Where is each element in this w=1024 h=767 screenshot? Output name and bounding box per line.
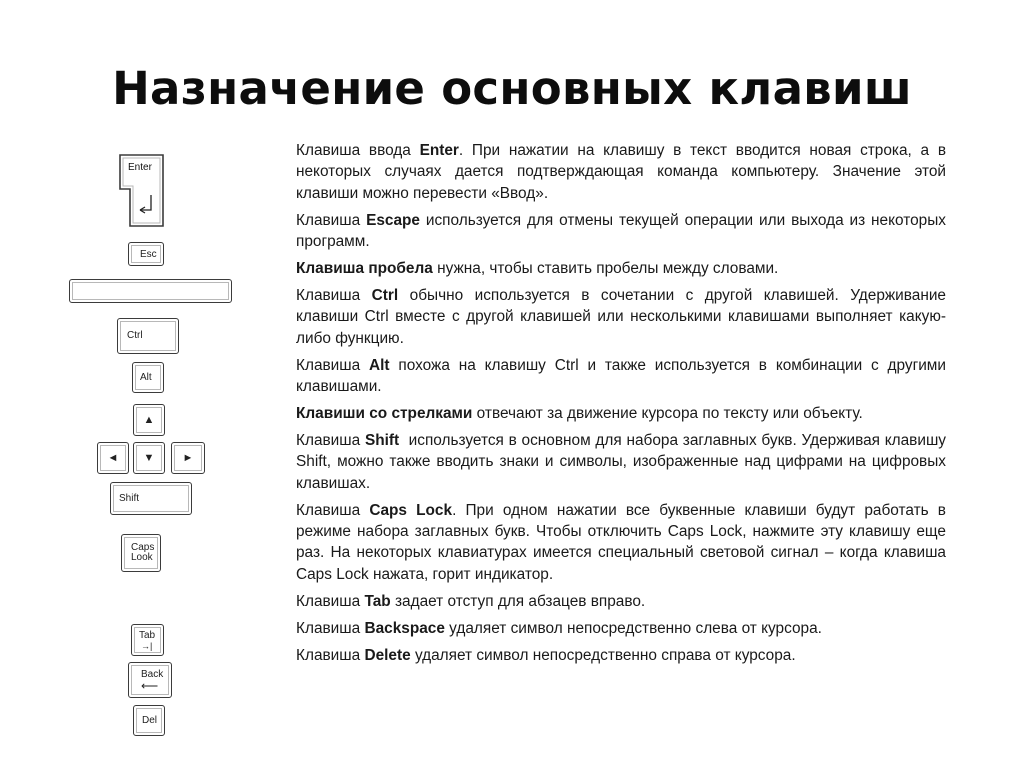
shift-key-label: Shift bbox=[119, 493, 140, 504]
key-name-bold: Backspace bbox=[364, 619, 445, 637]
backspace-key bbox=[128, 662, 172, 698]
paragraph-text: Клавиша bbox=[296, 501, 370, 519]
key-name-bold: Alt bbox=[369, 356, 390, 374]
paragraph-text: Клавиша bbox=[296, 356, 370, 374]
caps-key-label-line2: Look bbox=[131, 552, 153, 563]
arrow-left-icon: ◄ bbox=[107, 452, 119, 464]
key-name-bold: Shift bbox=[364, 431, 400, 449]
key-name-bold: Клавиша пробела bbox=[296, 260, 433, 278]
paragraph-caps-lock bbox=[296, 500, 946, 586]
key-name-bold: Escape bbox=[366, 211, 420, 229]
paragraph-text: отвечают за движение курсора по тексту или объекту. bbox=[472, 404, 863, 422]
arrow-up-icon: ▲ bbox=[143, 414, 155, 426]
paragraph-delete bbox=[296, 645, 946, 666]
paragraph-backspace bbox=[296, 618, 946, 639]
arrow-down-key bbox=[133, 442, 165, 474]
tab-key bbox=[131, 624, 164, 656]
ctrl-key bbox=[117, 318, 179, 354]
paragraph-escape bbox=[296, 210, 946, 253]
alt-key bbox=[132, 362, 164, 393]
enter-key-label: Enter bbox=[128, 162, 152, 173]
paragraph-arrows bbox=[296, 403, 946, 424]
back-key-label: Back bbox=[141, 669, 164, 680]
paragraph-tab bbox=[296, 591, 946, 612]
paragraph-text: Клавиша bbox=[296, 431, 365, 449]
paragraph-ctrl bbox=[296, 285, 946, 349]
shift-key bbox=[110, 482, 192, 515]
paragraph-text: удаляет символ непосредственно справа от курсора. bbox=[410, 646, 796, 664]
paragraph-enter bbox=[296, 140, 946, 204]
ctrl-key-label: Ctrl bbox=[127, 330, 143, 341]
del-key bbox=[133, 705, 165, 736]
tab-arrow-icon: →| bbox=[141, 641, 153, 651]
paragraph-text: Клавиша ввода bbox=[296, 142, 420, 159]
paragraph-text: нужна, чтобы ставить пробелы между словами. bbox=[432, 260, 779, 278]
arrow-right-icon: ► bbox=[182, 452, 194, 464]
paragraph-text: Клавиша bbox=[296, 286, 372, 304]
paragraph-text: . При одном нажатии все буквенные клавиши будут работать в режиме набора заглавных букв. Чтобы отключить Caps Lock, нажмите эту клавишу еще раз. На некоторых клавиатурах имеется специальный световой сигнал – когда клавиша Caps Lock нажата, горит индикатор. bbox=[296, 501, 946, 583]
keyboard-keys-illustration bbox=[0, 0, 270, 767]
arrow-up-key bbox=[133, 404, 165, 436]
paragraph-text: задает отступ для абзацев вправо. bbox=[390, 592, 646, 610]
arrow-left-key bbox=[97, 442, 129, 474]
paragraph-alt bbox=[296, 355, 946, 398]
paragraph-text: Клавиша bbox=[296, 211, 367, 229]
caps-lock-key bbox=[121, 534, 161, 572]
key-name-bold: Caps Lock bbox=[369, 501, 453, 519]
esc-key-label: Esc bbox=[140, 249, 157, 260]
key-name-bold: Tab bbox=[364, 592, 391, 610]
arrow-right-key bbox=[171, 442, 205, 474]
tab-key-label: Tab bbox=[139, 630, 156, 641]
paragraph-text: . При нажатии на клавишу в текст вводится новая строка, а в некоторых случаях дается подтверждающая команда компьютеру. Значение этой клавиши можно перевести «Ввод». bbox=[296, 142, 946, 202]
slide-title: Назначение основных клавиш bbox=[112, 62, 912, 115]
key-descriptions bbox=[296, 140, 951, 671]
paragraph-text: Клавиша bbox=[296, 646, 365, 664]
paragraph-text: используется в основном для набора заглавных букв. Удерживая клавишу Shift, можно также вводить знаки и символы, изображенные над цифрами на цифровых клавишах. bbox=[296, 431, 951, 492]
del-key-label: Del bbox=[142, 715, 158, 726]
key-name-bold: Клавиши со стрелками bbox=[296, 404, 473, 422]
alt-key-label: Alt bbox=[140, 372, 152, 383]
paragraph-text: удаляет символ непосредственно слева от курсора. bbox=[444, 619, 822, 637]
paragraph-text: Клавиша bbox=[296, 619, 365, 637]
arrow-down-icon: ▼ bbox=[143, 452, 155, 464]
paragraph-text: Клавиша bbox=[296, 592, 365, 610]
paragraph-text: используется для отмены текущей операции или выхода из некоторых программ. bbox=[296, 211, 946, 251]
paragraph-shift bbox=[296, 430, 951, 494]
space-key bbox=[69, 279, 232, 303]
back-arrow-icon: ⟵ bbox=[141, 679, 159, 693]
paragraph-text: похожа на клавишу Ctrl и также используется в комбинации с другими клавишами. bbox=[296, 356, 946, 396]
paragraph-space bbox=[296, 258, 946, 279]
paragraph-text: обычно используется в сочетании с другой клавишей. Удерживание клавиши Ctrl вместе с другой клавишей или несколькими клавишами выполняет какую-либо функцию. bbox=[296, 286, 946, 347]
esc-key bbox=[128, 242, 164, 266]
key-name-bold: Delete bbox=[364, 646, 411, 664]
key-name-bold: Ctrl bbox=[371, 286, 399, 304]
key-name-bold: Enter bbox=[419, 142, 459, 159]
caps-key-label-line1: Caps bbox=[131, 542, 155, 553]
